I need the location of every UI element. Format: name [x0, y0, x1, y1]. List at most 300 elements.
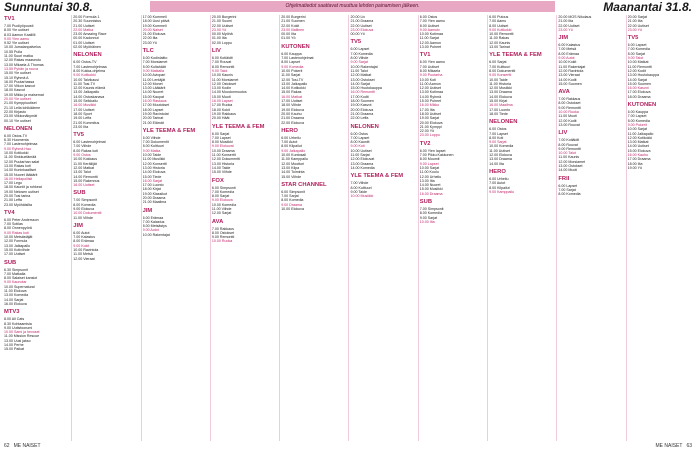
program-line: 02.00 Myöhäinen [73, 45, 101, 50]
channel-heading: AVA [211, 218, 224, 225]
program-line: 12.00 Tosi-TV [281, 77, 304, 82]
program-line: 21.00 Kymppi [419, 124, 442, 129]
channel-block [420, 52, 485, 137]
program-line: 21.00 Draama [350, 111, 374, 116]
program-line: 21.00 Draama [281, 116, 304, 121]
channel-block [558, 15, 623, 32]
program-line: 16.00 Mikko [419, 103, 440, 108]
program-line: 20.00 MOS Nikolaus [558, 15, 592, 19]
program-line: 13.00 Kilpa [281, 165, 300, 170]
program-line: 11.00 Rakas [489, 36, 509, 41]
channel-block [281, 44, 346, 125]
program-line: 23.00 Amazing Race [73, 32, 107, 37]
program-line: 7.00 Aamu [489, 19, 507, 24]
program-line: 8.00 Dokumentti [489, 68, 516, 73]
program-line: 12.00 Moottori [281, 161, 305, 166]
brand-left: ME NAISET [13, 442, 41, 449]
channel-heading: YLE TEEMA & FEM [211, 123, 265, 130]
program-line: 13.00 Draama [350, 161, 374, 166]
program-line: 7.00 Komedia [211, 189, 235, 194]
program-line: 9.00 Talot [627, 56, 644, 61]
program-line: 20.00 Elokuva [419, 120, 443, 125]
program-line: 10.00 Ilta [419, 219, 435, 224]
program-line: 7.00 Komedia [350, 51, 373, 56]
channel-block [420, 15, 485, 49]
program-line: 10.00 Taide [142, 153, 162, 158]
channel-heading: FRII [558, 175, 570, 182]
program-line: 9.00 Sarjat [350, 60, 368, 65]
channel-block [350, 173, 415, 198]
program-line: 10.00 Ruoka [211, 239, 233, 244]
program-line: 18.00 Lapset [142, 107, 164, 112]
program-line: 15.00 Viihde [281, 174, 302, 179]
program-line: 12.00 Urheilu [419, 174, 442, 179]
program-line: 10.00 Rakentajat [142, 232, 170, 237]
program-line: 15.00 Puheet [419, 99, 442, 104]
program-line: 16.00 Kasvot [627, 86, 649, 91]
channel-block [212, 15, 277, 45]
program-line: 8.00 Ostokset [211, 230, 235, 235]
program-line: 9.00 Puutarha [419, 73, 443, 78]
program-line: 19.00 Ravintolat [142, 111, 169, 116]
program-line: 13.00 Komedia [4, 293, 29, 298]
program-line: 8.00 Koti [489, 135, 504, 140]
program-line: 12.00 Elokuvat [350, 157, 375, 162]
program-line: 20.00 Kauhu [281, 111, 302, 116]
program-line: 7.00 Lapset [489, 131, 508, 136]
program-line: 16.00 Raskaus [142, 99, 167, 104]
program-line: 9.00 Lapset [419, 161, 439, 166]
program-line: 12.00 Matkat [73, 165, 95, 170]
program-line: 12.00 Kaunis [489, 40, 511, 45]
channel-block [73, 52, 138, 129]
program-line: 10.00 Kokkaus [73, 157, 98, 162]
program-line: 7.00 Dokumentit [142, 140, 169, 145]
program-line: 14.00 Ilta [489, 161, 504, 166]
channel-heading: YLE TEEMA & FEM [489, 52, 542, 59]
program-line: 12.00 Kotikokki [627, 135, 653, 140]
program-line: 19.00 Yö [627, 165, 642, 170]
program-line: 9.00 Taide [350, 189, 368, 194]
program-line: 11.00 Jalkapallo [627, 131, 654, 136]
channel-block [350, 124, 415, 171]
program-line: 7.00 Lastenohjelmaa [4, 142, 38, 147]
program-line: 01.00 Ilta [211, 36, 227, 41]
program-line: 15.00 Seikkailu [73, 99, 98, 104]
channel-heading: KUTONEN [627, 102, 657, 109]
channel-block [143, 48, 208, 125]
channel-block [73, 132, 138, 187]
program-line: 7.00 Morsiamet [142, 60, 168, 65]
program-line: 12.00 Kodit [558, 118, 577, 123]
channel-block [628, 15, 693, 32]
program-line: 9.00 Komedia [281, 64, 304, 69]
program-line: 8.00 Muumit [419, 157, 440, 162]
program-line: 22.00 Kirjasto [4, 109, 26, 114]
channel-block [73, 190, 138, 219]
channel-block [350, 39, 415, 120]
channel-heading: SUB [4, 259, 17, 266]
program-line: 12.00 Kodit [627, 68, 646, 73]
program-line: 22.00 Uutiset [627, 23, 649, 28]
program-line: 6.00 Kodinlaitto [142, 56, 168, 61]
program-line: 9.00 Remontti [211, 235, 235, 240]
program-line: 7.00 Kalastus [73, 235, 96, 240]
program-line: 8.00 Sarjat [211, 194, 230, 199]
program-line: 14.00 Toiminta [281, 170, 305, 175]
program-line: 6.00 Ylen lapset [419, 148, 446, 153]
program-line: 16.00 Draama [419, 191, 443, 196]
program-line: 18.00 Kasvot [4, 88, 25, 93]
program-line: 14.00 Ryhmä [419, 94, 442, 99]
program-line: 14.00 Kuninkaalliset [4, 168, 37, 173]
program-line: 01.00 Uutiset [73, 40, 95, 45]
program-line: 19.00 Nelosen uutiset [4, 189, 39, 194]
program-line: 14.00 Uutiset [627, 144, 649, 149]
program-line: 10.00 Kaunis [211, 73, 233, 78]
program-line: 8.00 Komedia [558, 192, 581, 197]
brand-right: ME NAISET [655, 442, 683, 449]
program-line: 02.00 Loppu [211, 40, 232, 45]
program-line: 00.00 Myöhä [211, 32, 233, 37]
program-line: 21.00 Leffa [4, 198, 22, 203]
channel-heading: HERO [281, 127, 298, 134]
program-line: 21.00 Suomen [281, 19, 305, 24]
program-line: 10.00 Talvikausi [73, 77, 99, 82]
program-line: 15.00 Kotiviihde [4, 247, 30, 252]
program-line: 9.00 Kaunotar [4, 280, 27, 285]
program-line: 7.00 Metsä [558, 47, 577, 52]
program-line: 12.00 Uutiset [419, 86, 441, 91]
program-line: 13.00 Historia [142, 165, 165, 170]
program-line: 8.00 Remontti [211, 64, 235, 69]
program-line: 10.00 Sami ja hevoset [4, 330, 40, 335]
program-line: 9.00 Elokuvat [211, 144, 234, 149]
program-line: 23.00 Yö [558, 27, 573, 32]
program-line: 17.00 Ruoka [211, 103, 233, 108]
program-line: 14.00 Sarjat [627, 77, 648, 82]
program-line: 10.55 Pulla [4, 49, 22, 54]
program-line: 12.00 Ravintola [558, 68, 584, 73]
program-line: 15.00 Musiikki [419, 187, 443, 192]
program-line: 10.00 Matkat [627, 60, 649, 65]
program-line: 6.00 Lapset [350, 47, 370, 52]
program-line: 10.00 Jumalanpalvelus [4, 45, 41, 50]
program-line: 15.00 Kirjat [489, 99, 508, 104]
program-line: 19.00 Sarjat [419, 116, 440, 121]
program-line: 13.00 Historia [211, 161, 235, 166]
program-line: 6.00 Peter Andersson [4, 217, 39, 222]
program-line: 10.00 Sarjat [419, 165, 440, 170]
program-line: 12.00 Formula [4, 239, 28, 244]
program-line: 9.00 Kamppailu [489, 189, 515, 194]
notice-banner: Ohjelmatiedot saattavat muuttua lehden painamisen jälkeen. [150, 1, 555, 12]
program-line: 11.00 Musiikki [142, 157, 166, 162]
program-line: 12.00 Puutarhan salat [4, 159, 40, 164]
program-line: 11.00 Sinkkuelämää [4, 155, 37, 160]
program-line: 21.00 Elämät [142, 120, 164, 125]
program-line: 8.00 Lapset [281, 60, 300, 65]
program-line: 11.00 Elokuva [4, 289, 27, 294]
program-line: 8.00 Rakas koti [73, 148, 99, 153]
listing-column [3, 15, 69, 441]
program-line: 6.00 Sarjat [489, 60, 507, 65]
program-line: 8.00 All Cats [4, 317, 25, 322]
program-line: 00.00 Ilta [281, 32, 296, 37]
channel-heading: SUB [419, 198, 433, 205]
program-line: 7.00 Lastenohjelmat [281, 56, 314, 61]
channel-block [281, 182, 346, 211]
program-line: 14.00 Sarjat [4, 297, 24, 302]
program-line: 16.00 Hellapoliisit [4, 176, 33, 181]
program-line: 9.00 Kotikokki [73, 73, 96, 78]
program-line: 8.00 Yle uutiset [4, 28, 29, 33]
program-line: 13.00 Mikaela & Thomas [4, 62, 44, 67]
program-line: 17.00 Uutiset [4, 252, 26, 257]
program-line: 17.00 Luonto [489, 107, 511, 112]
program-line: 15.00 Elokuva [627, 148, 651, 153]
program-line: 9.00 Remontti [558, 146, 581, 151]
program-line: 7.00 Uutiset [419, 64, 439, 69]
program-line: 11.00 Mission Rescue [4, 334, 40, 339]
program-line: 7.00 Komedia [627, 47, 650, 52]
channel-heading: TV5 [350, 39, 362, 46]
program-line: 15.00 Nuoret lääkärit [4, 172, 38, 177]
program-line: 14.00 Nuoret [142, 90, 164, 95]
program-line: 7.00 Rakkaus [211, 226, 234, 231]
program-line: 15.00 Kaupat [142, 94, 164, 99]
program-line: 7.00 Kulttuuri [489, 64, 511, 69]
program-line: 12.00 Dokumentti [211, 157, 241, 162]
program-line: 21.00 Kymppiuutiset [4, 101, 37, 106]
program-line: 8.00 Komedia [419, 211, 442, 216]
program-line: 10.00 Metsästäjät [4, 235, 33, 240]
channel-heading: JIM [142, 207, 153, 214]
program-line: 16.00 Remontti [350, 90, 375, 95]
program-line: 6.00 Kauppa [627, 110, 649, 115]
program-line: 17.00 Muutokset [142, 103, 170, 108]
program-line: 6.00 Putous [489, 15, 509, 19]
program-line: 6.00 Ostos-TV [73, 60, 97, 65]
program-line: 21.00 Elokuva [142, 32, 166, 37]
channel-block [281, 15, 346, 41]
channel-heading: NELONEN [73, 52, 102, 59]
program-line: 13.00 Jalkapallo [4, 243, 30, 248]
program-line: 6.00 Kotiäidit [211, 56, 233, 61]
program-line: 11.00 Kaunis [558, 155, 580, 160]
channel-block [350, 15, 415, 36]
program-line: 8.00 Kukka-ohjelma [73, 68, 106, 73]
program-line: 6.00 Kauppa [281, 51, 302, 56]
program-line: 8.00 Kilpailut [489, 185, 510, 190]
program-line: 15.10 Ryhmä A [4, 75, 29, 80]
program-line: 6.00 Ylen aamu [419, 60, 445, 65]
program-line: 8.00 Kauniit [350, 140, 370, 145]
program-line: 21.00 Suomi [211, 19, 233, 24]
program-line: 22.00 Matka [73, 27, 94, 32]
channel-block [489, 15, 554, 49]
program-line: 13.00 Vieraat [558, 73, 580, 78]
channel-block [489, 119, 554, 166]
program-line: 7.00 Matkalla [4, 271, 26, 276]
page-number-left: 62 [4, 442, 10, 449]
program-line: 14.00 Elokuva [142, 170, 166, 175]
program-line: 8.00 Metsästys [142, 224, 167, 229]
program-line: 13.00 Draama [489, 90, 512, 95]
channel-heading: JIM [558, 35, 569, 42]
program-line: 12.00 Aamun [419, 40, 441, 45]
program-line: 17.00 Uutiset [281, 99, 303, 104]
channel-heading: AVA [558, 89, 570, 96]
program-line: 8.00 Onnenpyörä [4, 226, 32, 231]
program-line: 15.00 Muoti [211, 94, 231, 99]
program-line: 21.00 Maailma [142, 200, 167, 205]
program-line: 01.00 Yö [281, 36, 296, 41]
program-line: 7.00 Puoliyöpuusti [4, 24, 34, 28]
program-line: 15.00 Suomen [627, 81, 652, 86]
program-line: 7.00 Pikku Kakkonen [419, 153, 454, 158]
program-line: 18.00 Tiede [489, 111, 508, 116]
program-line: 12.00 Kaunis elämä [73, 86, 106, 91]
channel-block [73, 223, 138, 261]
channel-heading: SUB [73, 190, 86, 197]
program-line: 7.00 Lapset [211, 135, 231, 140]
channel-block [143, 128, 208, 205]
listing-column [626, 15, 693, 441]
program-line: 19.00 Mikko ja maisemat [4, 92, 44, 97]
program-line: 8.00 Komedia [627, 118, 650, 123]
program-line: 12.00 Vieraat [73, 256, 95, 261]
program-line: 18.00 Kirjat [142, 187, 161, 192]
channel-heading: LIV [211, 48, 221, 55]
program-line: 13.00 Rouvat [558, 122, 580, 127]
program-line: 9.00 Konsertti [489, 73, 512, 78]
program-line: 11.00 Aamun [419, 81, 441, 86]
program-line: 20.00 Burgerini [211, 15, 237, 19]
program-line: 12.00 Elokuva [489, 153, 512, 158]
program-line: 10.00 Ravintola [73, 248, 99, 253]
program-line: 6.00 Simpsonit [211, 185, 236, 190]
program-line: 13.00 Ostokset [350, 77, 375, 82]
program-line: 14.00 Kodit [558, 77, 577, 82]
channel-heading: TV5 [73, 132, 84, 139]
channel-block [212, 219, 277, 244]
program-line: 8.00 Kulttuuri [142, 144, 164, 149]
channel-block [4, 260, 69, 307]
program-line: 9.00 Ostos [73, 153, 91, 158]
channel-block [212, 178, 277, 216]
program-line: 13.00 Uusi jakso [4, 338, 31, 343]
program-line: 19.00 Kasvot [350, 103, 372, 108]
program-line: 6.00 Ostos [489, 127, 507, 132]
program-line: 10.00 Musiikki [350, 194, 374, 199]
program-line: 9.00 Aamutv [419, 27, 440, 32]
program-line: 22.00 Uutiset [558, 23, 580, 28]
channel-heading: KUTONEN [281, 43, 310, 50]
channel-block [212, 124, 277, 175]
program-line: 6.00 Urheilu [489, 176, 509, 181]
program-line: 16.00 Elokuva [4, 301, 27, 306]
listing-column [210, 15, 277, 441]
program-line: 8.00 Kulttuuri [350, 185, 372, 190]
program-line: 12.00 Matkat [350, 73, 372, 78]
channel-block [281, 128, 346, 179]
program-line: 7.00 Simpsonit [73, 198, 98, 203]
program-line: 7.00 Sarjat [558, 187, 576, 192]
program-line: 00.00 Yö [350, 32, 365, 37]
program-line: 10.00 Komedia [211, 202, 237, 207]
channel-heading: NELONEN [4, 125, 33, 132]
program-line: 13.00 Tarinat [489, 45, 510, 50]
program-line: 23.00 Loppu [419, 133, 440, 138]
program-line: 7.00 Sotilas [4, 222, 23, 227]
program-line: 8.00 Salaiset kansiot [4, 276, 38, 281]
program-line: 12.00 Musiikki [489, 86, 512, 91]
program-line: 6.00 Simpsonit [281, 189, 305, 194]
program-line: 10.00 Kotikokki [4, 151, 29, 156]
program-line: 8.00 Sarjat [627, 51, 646, 56]
program-line: 23.00 Viikkonäkymät [4, 114, 38, 119]
channel-block [4, 309, 69, 351]
channel-heading: HERO [489, 168, 506, 175]
program-line: 23.00 Myöhäisilta [4, 202, 32, 207]
program-line: 12.00 Konsertti [142, 161, 167, 166]
channel-heading: FOX [211, 177, 224, 184]
program-line: 19.00 Rakkaus [211, 111, 236, 116]
program-line: 13.00 Lääkärit [142, 86, 166, 91]
program-line: 20.00 Tosi tarina [4, 193, 31, 198]
channel-block [4, 210, 69, 257]
program-line: 13.00 Jalkapallo [73, 90, 100, 95]
program-line: 7.00 Autot [281, 140, 298, 145]
program-line: 8.00 Mikaela [419, 68, 441, 73]
program-line: 11.00 Talot [350, 68, 368, 73]
program-line: 11.00 Viihde [211, 206, 232, 211]
program-line: 9.00 Pokerit [627, 122, 647, 127]
program-line: 18.00 Draama [627, 94, 651, 99]
program-line: 11.00 Koulu [419, 170, 439, 175]
program-line: 14.00 Kotikokki [281, 86, 306, 91]
program-line: 7.00 Kalastus [142, 219, 165, 224]
page-footer [0, 441, 696, 450]
program-line: 19.00 Kummeli [142, 23, 167, 28]
program-line: 11.00 Sarjat [419, 36, 439, 41]
program-line: 9.00 Rakas koti [4, 230, 29, 235]
channel-heading: TV5 [627, 35, 639, 42]
program-line: 22.00 Kokit [281, 23, 300, 28]
program-line: 21.00 Draama [350, 19, 374, 24]
program-line: 14.00 Muodonmuutos [211, 90, 247, 95]
program-line: 14.00 Taide [211, 165, 231, 170]
program-line: 9.00 Autot [142, 228, 159, 233]
program-line: 11.00 Sarjat [350, 153, 370, 158]
program-line: 9.00 Talot [211, 68, 228, 73]
program-line: 11.00 Viihde [73, 215, 93, 220]
program-line: 17.00 Luonto [142, 183, 164, 188]
listing-column [279, 15, 346, 441]
program-line: 11.00 Sarjat [281, 73, 301, 78]
program-line: 7.00 Rakkaus [558, 97, 581, 102]
channel-block [420, 199, 485, 224]
program-line: 17.00 Ilta [419, 107, 435, 112]
program-line: 18.00 Uutiset [419, 111, 441, 116]
program-line: 7.00 Rouvat [211, 60, 232, 65]
listing-column [348, 15, 415, 441]
program-line: 20.00 Draama [142, 195, 166, 200]
program-line: 17.00 Lego [4, 181, 22, 186]
program-line: 8.00 Erämaa [558, 51, 579, 56]
program-line: 18.00 Ilta [627, 161, 643, 166]
